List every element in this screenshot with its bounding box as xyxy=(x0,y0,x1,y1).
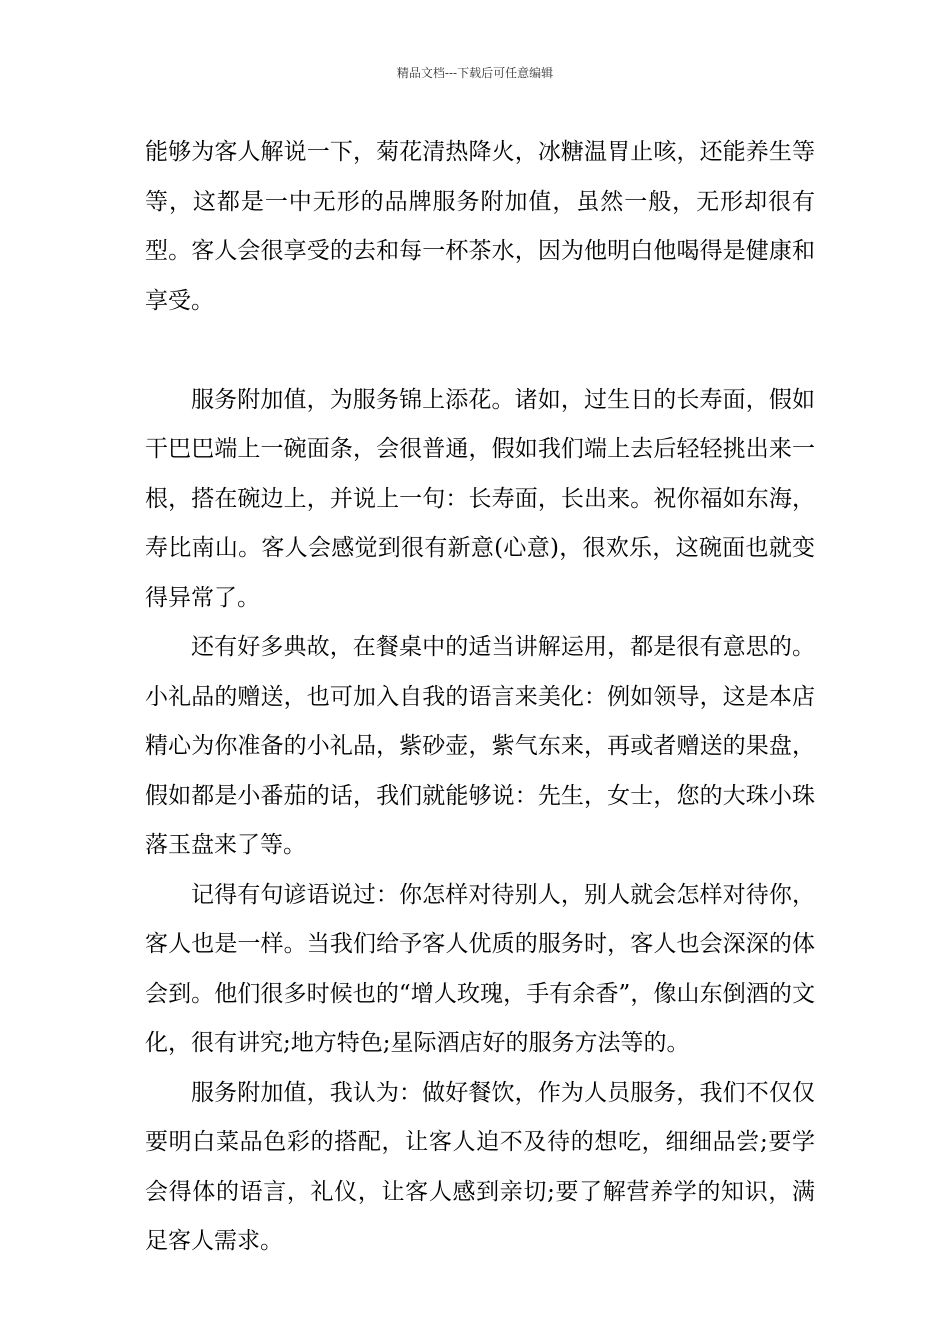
paragraph-3: 还有好多典故，在餐桌中的适当讲解运用，都是很有意思的。小礼品的赠送，也可加入自我的语言来美化：例如领导，这是本店精心为你准备的小礼品，紫砂壶，紫气东来，再或者赠送的果盘，假如都是小番茄的话，我们就能够说：先生，女士，您的大珠小珠落玉盘来了等。 xyxy=(145,634,815,858)
paragraph-gap xyxy=(145,326,815,376)
paragraph-5: 服务附加值，我认为：做好餐饮，作为人员服务，我们不仅仅要明白菜品色彩的搭配，让客人迫不及待的想吃，细细品尝;要学会得体的语言，礼仪，让客人感到亲切;要了解营养学的知识，满足客人需求。 xyxy=(145,1079,815,1254)
paragraph-4: 记得有句谚语说过：你怎样对待别人，别人就会怎样对待你，客人也是一样。当我们给予客人优质的服务时，客人也会深深的体会到。他们很多时候也的“增人玫瑰，手有余香”，像山东倒酒的文化，很有讲究;地方特色;星际酒店好的服务方法等的。 xyxy=(145,881,815,1056)
document-body xyxy=(145,128,815,1267)
paragraph-2: 服务附加值，为服务锦上添花。诸如，过生日的长寿面，假如干巴巴端上一碗面条，会很普通，假如我们端上去后轻轻挑出来一根，搭在碗边上，并说上一句：长寿面，长出来。祝你福如东海，寿比南山。客人会感觉到很有新意(心意)，很欢乐，这碗面也就变得异常了。 xyxy=(145,386,815,611)
page-header: 精品文档---下载后可任意编辑 xyxy=(396,66,554,80)
paragraph-1: 能够为客人解说一下，菊花清热降火，冰糖温胃止咳，还能养生等等，这都是一中无形的品牌服务附加值，虽然一般，无形却很有型。客人会很享受的去和每一杯茶水，因为他明白他喝得是健康和享受。 xyxy=(145,139,815,314)
